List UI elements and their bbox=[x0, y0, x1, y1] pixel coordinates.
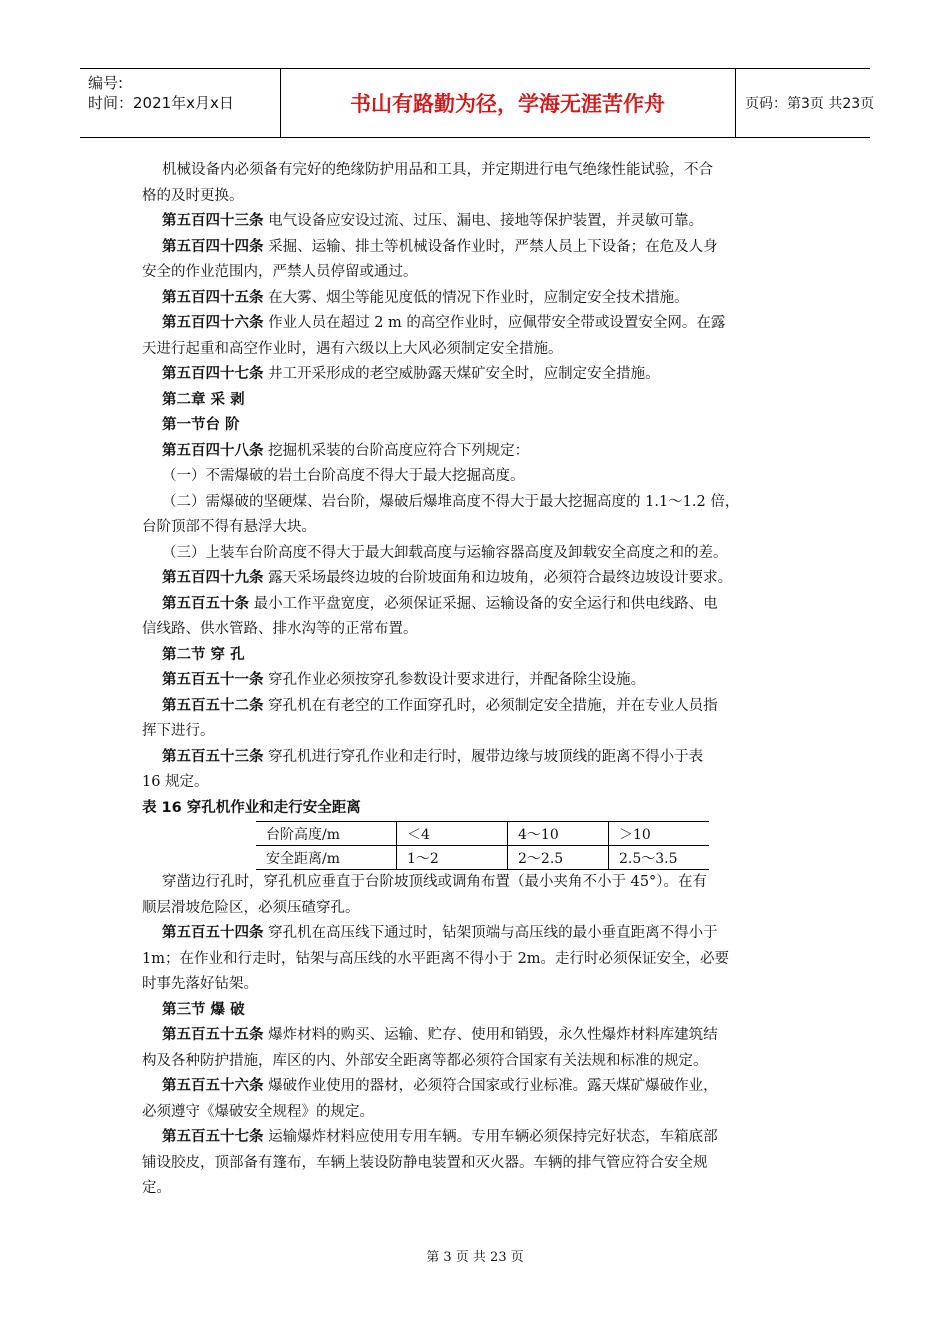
article-number: 第五百五十条 bbox=[162, 595, 249, 612]
table-cell: 2～2.5 bbox=[508, 846, 609, 870]
paragraph-line: 1m；在作业和行走时，钻架与高压线的水平距离不得小于 2m。走行时必须保证安全，必要 bbox=[142, 950, 730, 967]
page-header bbox=[80, 68, 875, 138]
table-title: 表 16 穿孔机作业和走行安全距离 bbox=[142, 799, 361, 816]
article-545 bbox=[142, 286, 818, 312]
table-cell: 2.5～3.5 bbox=[609, 846, 710, 870]
article-text: 运输爆炸材料应使用专用车辆。专用车辆必须保持完好状态，车箱底部 bbox=[263, 1129, 718, 1145]
table-cell: 4～10 bbox=[508, 822, 609, 846]
article-text: 挖掘机采装的台阶高度应符合下列规定： bbox=[263, 442, 530, 459]
article-text: 采掘、运输、排土等机械设备作业时，严禁人员上下设备；在危及人身 bbox=[263, 238, 718, 255]
section-heading: 第二节 穿 孔 bbox=[162, 646, 245, 663]
paragraph-line: 格的及时更换。 bbox=[142, 187, 244, 204]
article-text: 最小工作平盘宽度，必须保证采掘、运输设备的安全运行和供电线路、电 bbox=[249, 595, 718, 612]
article-number: 第五百四十九条 bbox=[162, 570, 264, 586]
header-page-info: 页码：第3页 共23页 bbox=[745, 96, 875, 112]
paragraph-line: 机械设备内必须备有完好的绝缘防护用品和工具，并定期进行电气绝缘性能试验，不合 bbox=[162, 162, 713, 178]
table-cell: 1～2 bbox=[397, 846, 508, 870]
page-footer: 第 3 页 共 23 页 bbox=[426, 1250, 524, 1265]
article-553 bbox=[142, 745, 818, 771]
paragraph-line: 安全的作业范围内，严禁人员停留或通过。 bbox=[142, 264, 418, 280]
article-text: 爆破作业使用的器材，必须符合国家或行业标准。露天煤矿爆破作业， bbox=[263, 1078, 718, 1094]
article-number: 第五百五十五条 bbox=[162, 1027, 264, 1043]
document-body bbox=[142, 158, 818, 1202]
article-556 bbox=[142, 1074, 818, 1100]
article-number: 第五百四十五条 bbox=[162, 289, 264, 306]
article-number: 第五百四十三条 bbox=[162, 213, 264, 229]
article-text: 电气设备应安设过流、过压、漏电、接地等保护装置，并灵敏可靠。 bbox=[263, 213, 704, 229]
article-number: 第五百四十七条 bbox=[162, 366, 264, 382]
paragraph-line: 顺层滑坡危险区，必须压碴穿孔。 bbox=[142, 899, 360, 916]
paragraph-line: 16 规定。 bbox=[142, 774, 209, 790]
article-552 bbox=[142, 694, 818, 720]
article-544 bbox=[142, 235, 818, 261]
table-cell: 台阶高度/m bbox=[256, 822, 397, 846]
article-550 bbox=[142, 592, 818, 618]
paragraph-line: 时事先落好钻架。 bbox=[142, 976, 258, 992]
paragraph-line: 信线路、供水管路、排水沟等的正常布置。 bbox=[142, 621, 418, 637]
article-text: 在大雾、烟尘等能见度低的情况下作业时，应制定安全技术措施。 bbox=[263, 289, 689, 306]
article-text: 作业人员在超过 2 m 的高空作业时，应佩带安全带或设置安全网。在露 bbox=[263, 315, 726, 331]
article-text: 露天采场最终边坡的台阶坡面角和边坡角，必须符合最终边坡设计要求。 bbox=[263, 570, 733, 586]
article-554 bbox=[142, 921, 818, 947]
paragraph-line: 定。 bbox=[142, 1180, 171, 1196]
article-number: 第五百四十八条 bbox=[162, 442, 264, 459]
paragraph-line: 挥下进行。 bbox=[142, 723, 215, 739]
article-number: 第五百五十七条 bbox=[162, 1129, 264, 1145]
article-text: 穿孔机在有老空的工作面穿孔时，必须制定安全措施，并在专业人员指 bbox=[263, 697, 718, 714]
article-547 bbox=[142, 362, 818, 388]
paragraph-line: 必须遵守《爆破安全规程》的规定。 bbox=[142, 1103, 374, 1120]
article-text: 穿孔作业必须按穿孔参数设计要求进行，并配备除尘设施。 bbox=[263, 672, 646, 688]
safety-distance-table bbox=[256, 821, 709, 870]
article-number: 第五百五十一条 bbox=[162, 672, 264, 688]
date-label: 时间：2021年x月x日 bbox=[88, 94, 234, 112]
article-text: 穿孔机进行穿孔作业和走行时，履带边缘与坡顶线的距离不得小于表 bbox=[263, 748, 704, 765]
article-number: 第五百五十六条 bbox=[162, 1078, 264, 1094]
table-cell: ＜4 bbox=[397, 822, 508, 846]
article-number: 第五百四十四条 bbox=[162, 238, 264, 255]
paragraph-line: 铺设胶皮，顶部备有篷布，车辆上装设防静电装置和灭火器。车辆的排气管应符合安全规 bbox=[142, 1154, 708, 1171]
article-number: 第五百四十六条 bbox=[162, 315, 264, 331]
clause-item: （二）需爆破的坚硬煤、岩台阶，爆破后爆堆高度不得大于最大挖掘高度的 1.1～1.2 倍， bbox=[162, 493, 740, 510]
table-cell: ＞10 bbox=[609, 822, 710, 846]
table-row bbox=[256, 846, 709, 870]
article-551 bbox=[142, 668, 818, 694]
header-motto: 书山有路勤为径，学海无涯苦作舟 bbox=[280, 69, 736, 137]
section-heading: 第一节台 阶 bbox=[162, 417, 240, 433]
article-text: 穿孔机在高压线下通过时，钻架顶端与高压线的最小垂直距离不得小于 bbox=[263, 925, 718, 941]
clause-item: （一）不需爆破的岩土台阶高度不得大于最大挖掘高度。 bbox=[162, 468, 525, 484]
clause-item: （三）上装车台阶高度不得大于最大卸载高度与运输容器高度及卸载安全高度之和的差。 bbox=[162, 544, 728, 561]
article-548 bbox=[142, 439, 818, 465]
article-557 bbox=[142, 1125, 818, 1151]
article-text: 井工开采形成的老空威胁露天煤矿安全时，应制定安全措施。 bbox=[263, 366, 660, 382]
article-555 bbox=[142, 1023, 818, 1049]
paragraph-line: 构及各种防护措施，库区的内、外部安全距离等都必须符合国家有关法规和标准的规定。 bbox=[142, 1052, 708, 1069]
chapter-heading: 第二章 采 剥 bbox=[162, 391, 245, 408]
table-row bbox=[256, 822, 709, 846]
article-549 bbox=[142, 566, 818, 592]
code-label: 编号: bbox=[88, 74, 124, 92]
article-546 bbox=[142, 311, 818, 337]
article-number: 第五百五十四条 bbox=[162, 925, 264, 941]
article-text: 爆炸材料的购买、运输、贮存、使用和销毁，永久性爆炸材料库建筑结 bbox=[263, 1027, 718, 1043]
article-number: 第五百五十二条 bbox=[162, 697, 264, 714]
article-543 bbox=[142, 209, 818, 235]
paragraph-line: 穿凿边行孔时，穿孔机应垂直于台阶坡顶线或调角布置（最小夹角不小于 45°）。在有 bbox=[162, 874, 708, 890]
table-cell: 安全距离/m bbox=[256, 846, 397, 870]
article-number: 第五百五十三条 bbox=[162, 748, 264, 765]
paragraph-line: 天进行起重和高空作业时，遇有六级以上大风必须制定安全措施。 bbox=[142, 340, 563, 357]
paragraph-line: 台阶顶部不得有悬浮大块。 bbox=[142, 519, 316, 535]
section-heading: 第三节 爆 破 bbox=[162, 1001, 245, 1018]
header-meta bbox=[80, 69, 281, 137]
